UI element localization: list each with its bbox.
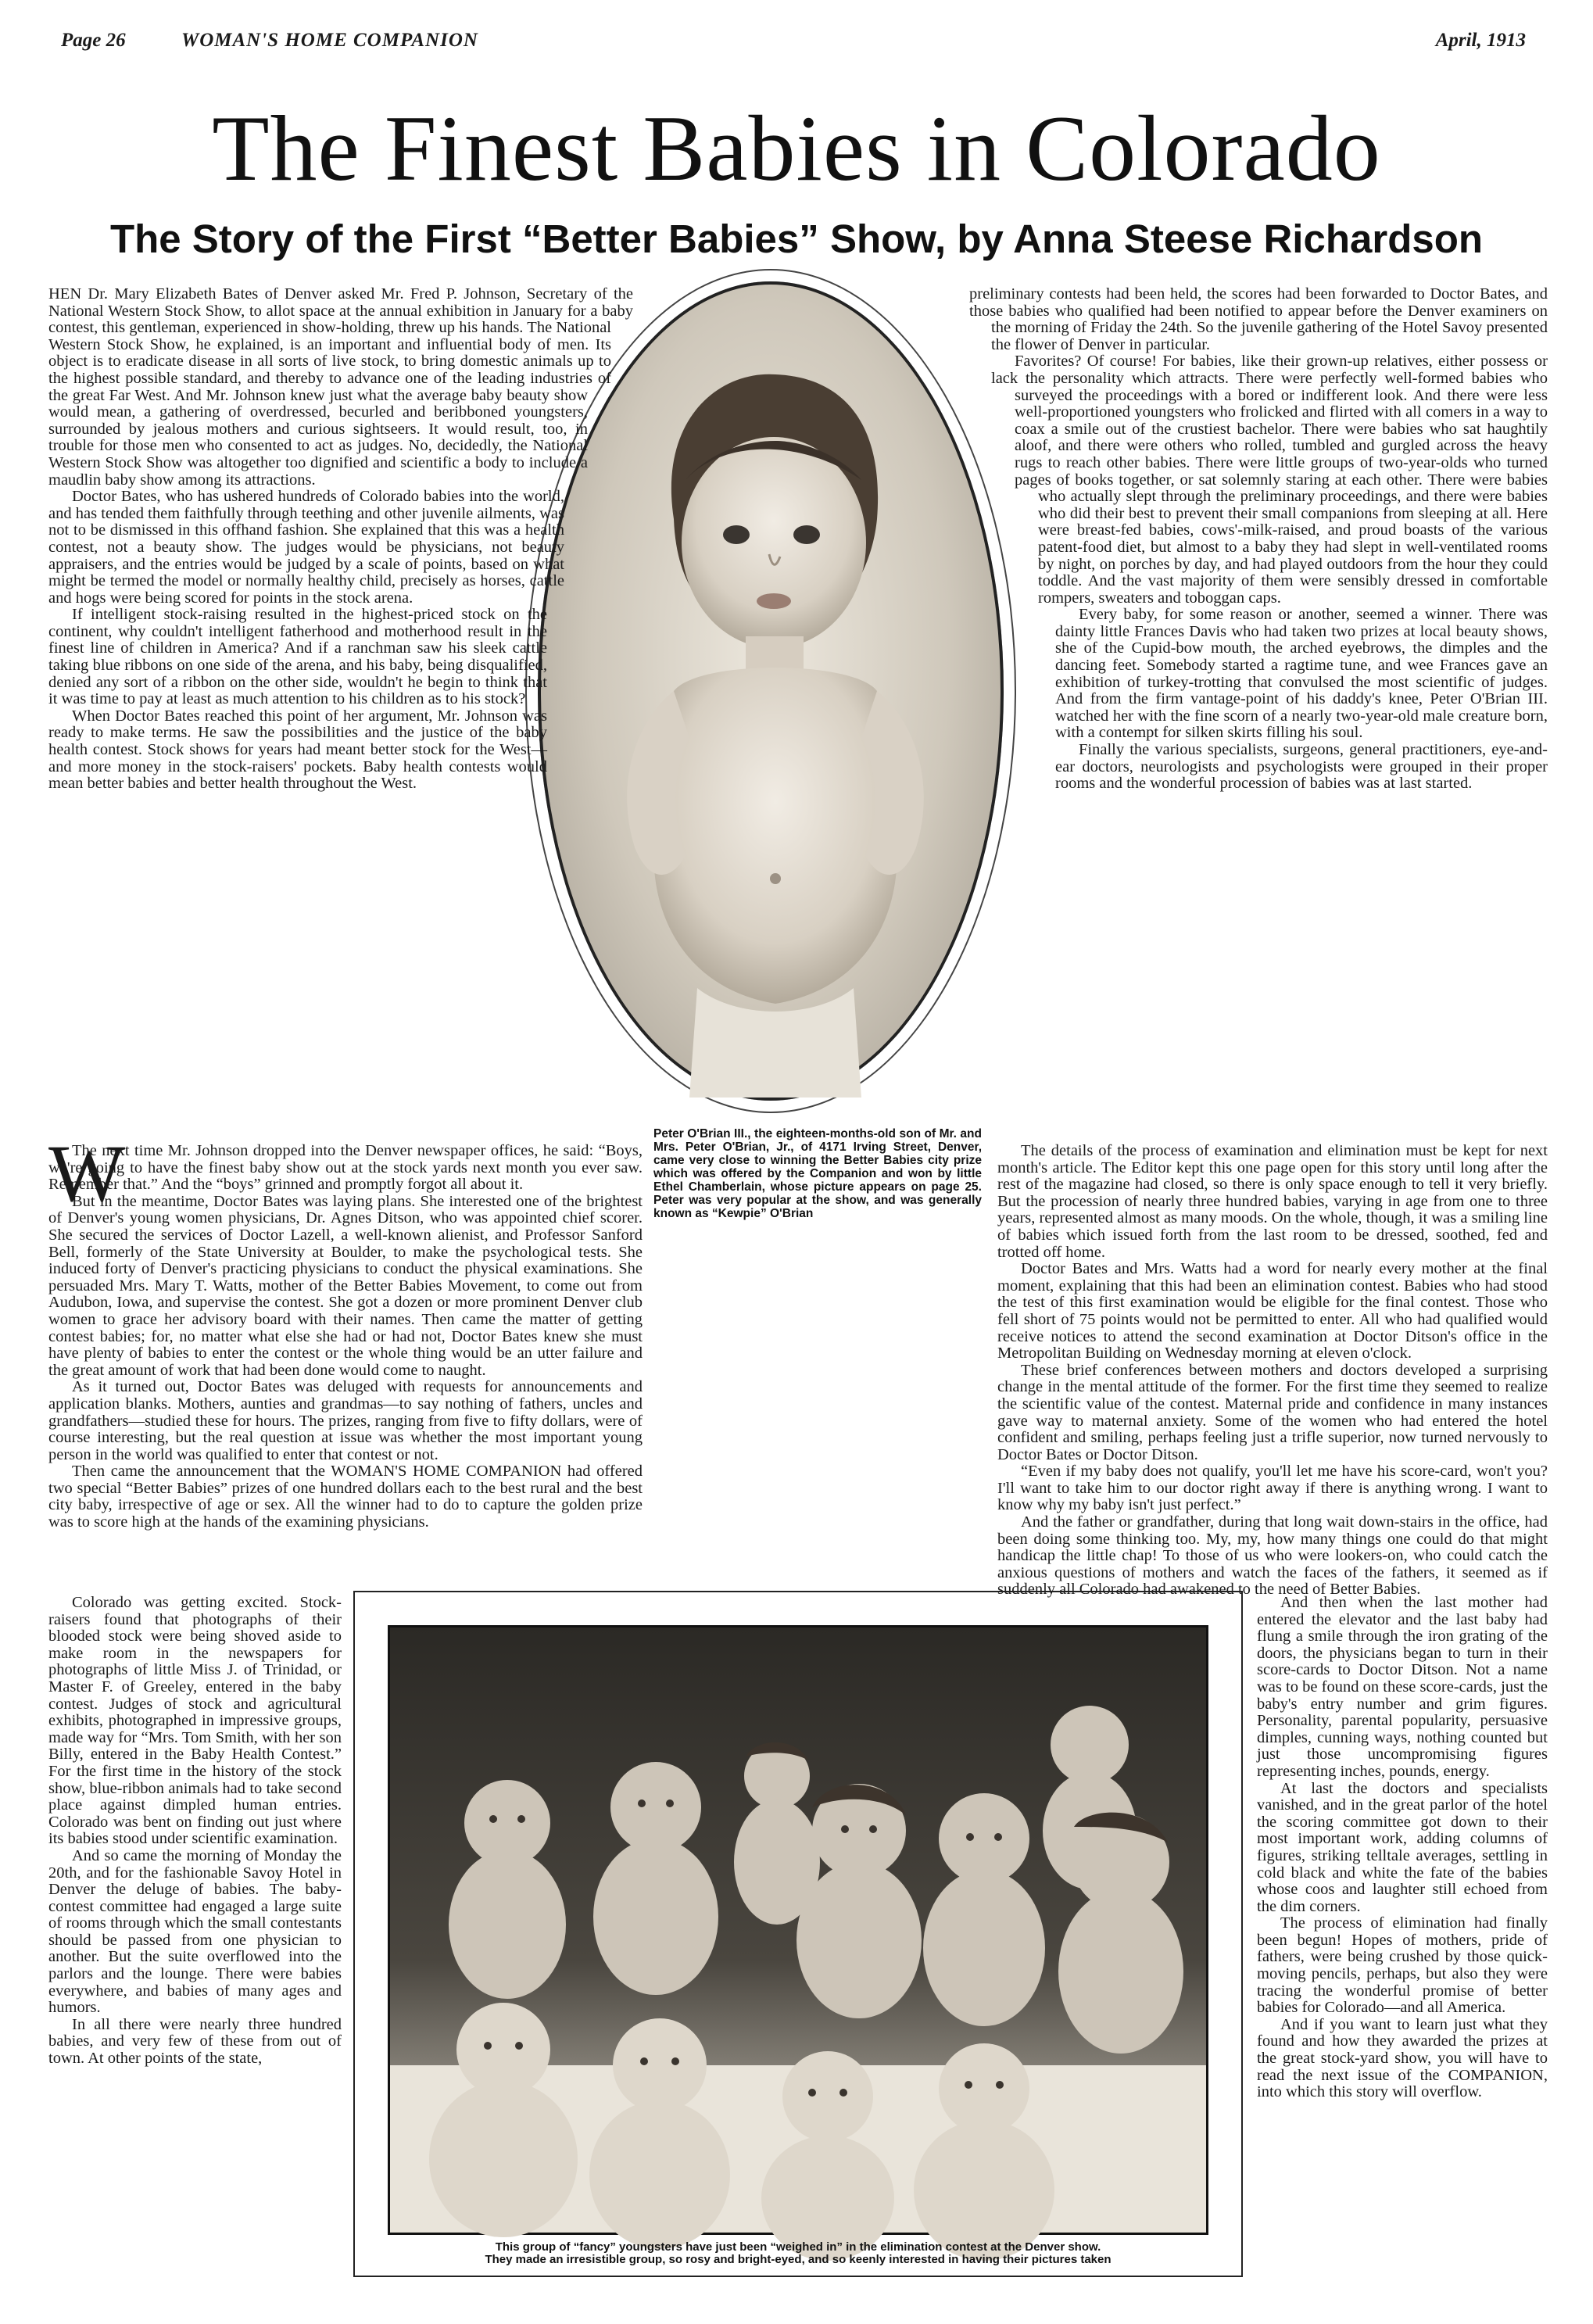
portrait-caption: Peter O'Brian III., the eighteen-months-old son of Mr. and Mrs. Peter O'Brian, Jr., of 4171 Irving Street, Denver, came very close to winning the Better Babies city prize which was offered by the Companion and won by little Ethel Chamberlain, whose picture appears on page 25. Peter was very popular at the show, and was generally known as “Kewpie” O'Brian [653, 1127, 982, 1220]
paragraph-11: In all there were nearly three hundred babies, and very few of these from out of town. At other points of the state, [48, 2015, 342, 2068]
right-paragraph-4: Finally the various specialists, surgeons, general practitioners, eye-and-ear doctors, neurologists and psychologists were grouped in their proper rooms and the wonderful procession of babies was at last started. [1055, 741, 1548, 793]
right-paragraph-13: And if you want to learn just what they found and how they awarded the prizes at the great stock-yard show, you will have to read the next issue of the COMPANION, into which this story will overflow. [1257, 2015, 1548, 2101]
left-column-middle [48, 1129, 643, 1588]
paragraph-9: Colorado was getting excited. Stock-raisers found that photographs of their blooded stock were being shoved aside to make room in the newspapers for photographs of little Miss J. of Trinidad, or Master F. of Greeley, entered in the baby contest. Judges of stock and agricultural exhibits, photographed in impressive groups, made way for “Mrs. Tom Smith, with her son Billy, entered in the Baby Health Contest.” For the first time in the history of the stock show, blue-ribbon animals had to take second place against dimpled human entries. Colorado was bent on finding out just where its babies stood under scientific examination. [48, 1594, 342, 1848]
right-paragraph-3: Every baby, for some reason or another, seemed a winner. There was dainty little Frances Davis who had taken two prizes at local beauty shows, she of the Cupid-bow mouth, the arched eyebrows, the dimples and the dancing feet. Somebody started a ragtime tune, and wee Frances gave an exhibition of turkey-trotting that convulsed the most scientific of judges. And from the firm vantage-point of his daddy's knee, Peter O'Brian III. watched her with the fine scorn of a nearly two-year-old male creature born, with a contempt for silken skirts filling his soul. [1055, 606, 1548, 742]
right-paragraph-7: These brief conferences between mothers and doctors developed a surprising change in the mental attitude of the former. For the first time they seemed to realize the scientific value of the contest. Maternal pride and confidence in many instances gave way to maternal anxiety. Some of the women who had entered the hotel confident and smiling, perhaps feeling just a trifle superior, now turned nervously to Doctor Bates or Doctor Ditson. [997, 1361, 1548, 1463]
group-photo [388, 1625, 1208, 2235]
right-paragraph-11: At last the doctors and specialists vanished, and in the great parlor of the hotel the scoring committee got down to their most important work, adding columns of figures, striking telltale averages, settling in cold black and white the fate of the babies whose coos and laughter still echoed from the dim corners. [1257, 1779, 1548, 1915]
article-subtitle: The Story of the First “Better Babies” Show, by Anna Steese Richardson [109, 217, 1484, 261]
paragraph-2: Doctor Bates, who has ushered hundreds of Colorado babies into the world, and has tended them faithfully through teething and other juvenile ailments, was not to be dismissed in this offhand fashion. She explained that this was a health contest, not a beauty show. The judges would be physicians, not beauty appraisers, and the entries would be judged by a scale of points, based on what might be termed the model or normally healthy child, precisely as horses, cattle and hogs were being scored for points in the stock arena. [48, 488, 564, 607]
right-paragraph-6: Doctor Bates and Mrs. Watts had a word for nearly every mother at the final moment, explaining that this had been an elimination contest. Babies who had stood the test of this first examination would be eligible for the final contest. Those who fell short of 75 points would not be permitted to enter. All who had qualified would receive notices to attend the second examination at Doctor Ditson's office in the Metropolitan Building on Wednesday morning at eleven o'clock. [997, 1260, 1548, 1363]
issue-date: April, 1913 [1435, 30, 1526, 51]
right-paragraph-9: And the father or grandfather, during that long wait down-stairs in the office, had been doing some thinking too. My, my, how many things one could do that might handicap the little chap! To those of us who were lookers-on, who could catch the anxious questions of mothers and watch the faces of the fathers, it seemed as if suddenly all Colorado had awakened to the need of Better Babies. [997, 1513, 1548, 1599]
right-column-middle [997, 1142, 1548, 1599]
paragraph-5: The next time Mr. Johnson dropped into the Denver newspaper offices, he said: “Boys, we're going to have the finest baby show out at the stock yards next month you ever saw. Remember that.” And the “boys” grinned and promptly forgot all about it. [48, 1142, 643, 1194]
paragraph-7: As it turned out, Doctor Bates was deluged with requests for announcements and application blanks. Mothers, aunties and grandmas—to say nothing of fathers, uncles and grandfathers—studied these for hours. The prizes, ranging from five to fifty dollars, were of course interesting, but the real question at issue was whether the most important young person in the world was qualified to enter that contest or not. [48, 1378, 643, 1463]
right-paragraph-1: preliminary contests had been held, the scores had been forwarded to Doctor Bates, and those babies who qualified had been notified to appear before the Denver examiners on the morning of Friday the 24th. So the juvenile gathering of the Hotel Savoy presented the flower of Denver in particular. [969, 285, 1548, 353]
right-paragraph-8: “Even if my baby does not qualify, you'll let me have his score-card, won't you? I'll want to take him to our doctor right away if there is anything wrong. I want to know why my baby isn't just perfect.” [997, 1463, 1548, 1514]
right-paragraph-2: Favorites? Of course! For babies, like their grown-up relatives, either possess or lack the personality which attracts. There were perfectly well-formed babies who surveyed the proceedings with a bored or indifferent look. And there were less well-proportioned youngsters who frolicked and flirted with all comers in a way to coax a smile out of the crustiest bachelor. There were babies who sat haughtily aloof, and there were others who rolled, tumbled and gurgled across the heavy rugs to reach other babies. There were little groups of two-year-olds who turned pages of books together, or sat solemnly staring at each other. There were babies who actually slept through the preliminary proceedings, and there were babies who did their best to prevent their small companions from sleeping at all. Here were breast-fed babies, cows'-milk-raised, and proud boasts of the various patent-food diet, but almost to a baby they had slept in well-ventilated rooms by night, on porches by day, and had played outdoors from the hour they could toddle. And the vast majority of them were sensibly dressed in comfortable rompers, sweaters and toboggan caps. [991, 353, 1548, 607]
page-number: Page 26 [61, 30, 126, 51]
right-paragraph-12: The process of elimination had finally been begun! Hopes of mothers, pride of fathers, were being crushed by those quick-moving pencils, perhaps, but also they were tracing the wonderful promise of better babies for Colorado—and all America. [1257, 1914, 1548, 2017]
drop-cap: W [48, 1129, 126, 1219]
left-column-narrow [48, 1595, 342, 2298]
article-title: The Finest Babies in Colorado [212, 96, 1381, 200]
group-caption-line-2: They made an irresistible group, so rosy and bright-eyed, and so keenly interested in having their pictures taken [485, 2253, 1112, 2266]
right-paragraph-5: The details of the process of examination and elimination must be kept for next month's article. The Editor kept this one page open for this story until long after the rest of the magazine had closed, so there is only space enough to tell it very briefly. But the procession of nearly three hundred babies, varying in age from one to three years, represented almost as many moods. On the whole, though, it was a smiling line of babies which issued forth from the last room to be dressed, soothed, fed and trotted off home. [997, 1142, 1548, 1261]
right-column-narrow [1257, 1595, 1548, 2298]
group-photo-frame [353, 1591, 1243, 2277]
babies-group-illustration [390, 1628, 1206, 2233]
magazine-name: WOMAN'S HOME COMPANION [181, 30, 478, 51]
paragraph-1-text: HEN Dr. Mary Elizabeth Bates of Denver asked Mr. Fred P. Johnson, Secretary of the National Western Stock Show, to allot space at the annual exhibition in January for a baby contest, this gentleman, experienced in show-holding, threw up his hands. The National Western Stock Show, he explained, is an important and influential body of men. Its object is to eradicate disease in all sorts of live stock, to bring domestic animals up to the highest possible standard, and thereby to advance one of the leading industries of the great Far West. And Mr. Johnson knew just what the average baby beauty show would mean, a gathering of overdressed, becurled and beribboned youngsters, surrounded by jealous mothers and curious sightseers. It would result, too, in trouble for those men who consented to act as judges. No, decidedly, the National Western Stock Show was altogether too dignified and scientific a body to include a maudlin baby show among its attractions. [48, 285, 633, 489]
group-photo-caption [378, 2241, 1218, 2266]
paragraph-10: And so came the morning of Monday the 20th, and for the fashionable Savoy Hotel in Denver the deluge of babies. The baby-contest committee had engaged a large suite of rooms through which the small contestants should be passed from one physician to another. But the suite overflowed into the parlors and the lounge. There were babies everywhere, and babies of many ages and humors. [48, 1846, 342, 2017]
paragraph-8: Then came the announcement that the WOMAN'S HOME COMPANION had offered two special “Better Babies” prizes of one hundred dollars each to the best rural and the best city baby, irrespective of age or sex. All the winner had to do to capture the golden prize was to score high at the hands of the examining physicians. [48, 1463, 643, 1531]
group-caption-line-1: This group of “fancy” youngsters have just been “weighed in” in the elimination contest at the Denver show. [495, 2240, 1101, 2254]
paragraph-4: When Doctor Bates reached this point of her argument, Mr. Johnson was ready to make terms. He saw the possibilities and the justice of the baby health contest. Stock shows for years had meant better stock for the West—and more money in the stock-raisers' pockets. Baby health contests would mean better babies and better health throughout the West. [48, 707, 547, 793]
right-column-upper [960, 286, 1548, 1140]
paragraph-6: But in the meantime, Doctor Bates was laying plans. She interested one of the brightest of Denver's young women physicians, Dr. Agnes Ditson, who was appointed chief scorer. She secured the services of Doctor Lazell, a well-known alienist, and Professor Sanford Bell, formerly of the State University at Boulder, to make the psychological tests. She induced forty of Denver's practicing physicians to conduct the physical examinations. She persuaded Mrs. Mary T. Watts, mother of the Better Babies Movement, to come out from Audubon, Iowa, and supervise the contest. She got a dozen or more prominent Denver club women to grace her advisory board with their names. Then came the matter of getting contest babies; for, no matter what else she had or had not, Doctor Bates knew she must have plenty of babies to enter the contest or the whole thing would be an utter failure and the great amount of work that had been done would come to naught. [48, 1192, 643, 1379]
paragraph-3: If intelligent stock-raising resulted in the highest-priced stock on the continent, why couldn't intelligent fatherhood and motherhood result in the finest line of children in America? And if a ranchman saw his sleek cattle taking blue ribbons on one side of the arena, and his baby, being disqualified, denied any sort of a ribbon on the other side, wouldn't he begin to think that it was time to pay at least as much attention to his children as to his stock? [48, 606, 547, 708]
right-paragraph-10: And then when the last mother had entered the elevator and the last baby had flung a smile through the iron grating of the doors, the physicians began to turn in their score-cards to Doctor Ditson. Not a name was to be found on these score-cards, just the baby's entry number and grim figures. Personality, parental popularity, persuasive dimples, cunning ways, nothing counted but just those uncompromising figures representing inches, pounds, energy. [1257, 1594, 1548, 1780]
